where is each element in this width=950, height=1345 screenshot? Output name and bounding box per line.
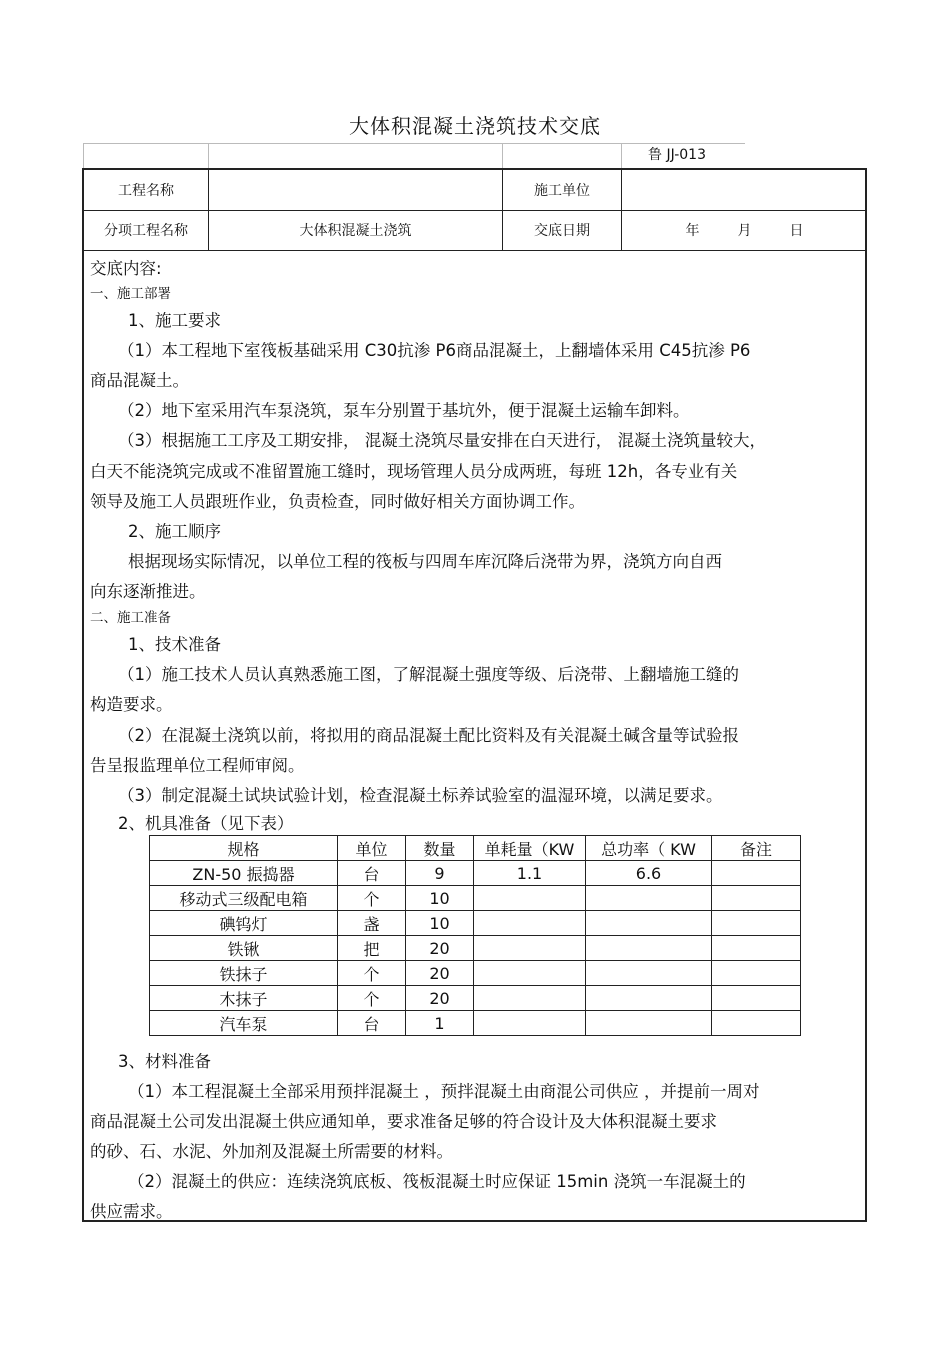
table-row xyxy=(150,911,801,936)
table-cell: 10 xyxy=(406,886,474,911)
equipment-header-row xyxy=(150,836,801,861)
paragraph-line: （2）在混凝土浇筑以前，将拟用的商品混凝土配比资料及有关混凝土碱含量等试验报 xyxy=(118,726,739,745)
table-cell: 碘钨灯 xyxy=(150,911,338,936)
paragraph-line: 的砂、石、水泥、外加剂及混凝土所需要的材料。 xyxy=(90,1142,453,1161)
equipment-col-total-power: 总功率（ KW xyxy=(586,836,712,861)
table-row xyxy=(150,936,801,961)
table-cell: 10 xyxy=(406,911,474,936)
sub-project-label: 分项工程名称 xyxy=(104,223,188,239)
paragraph-line: （3）制定混凝土试块试验计划，检查混凝土标养试验室的温湿环境，以满足要求。 xyxy=(118,786,723,805)
equipment-col-spec: 规格 xyxy=(150,836,338,861)
paragraph-line: 商品混凝土。 xyxy=(90,371,189,390)
table-cell: 汽车泵 xyxy=(150,1011,338,1036)
pre-row-divider xyxy=(621,144,622,168)
table-cell xyxy=(712,986,801,1011)
table-cell: 20 xyxy=(406,986,474,1011)
table-cell xyxy=(474,1011,586,1036)
subsection-heading: 2、机具准备（见下表） xyxy=(118,814,294,833)
paragraph-line: （1）本工程地下室筏板基础采用 C30抗渗 P6商品混凝土，上翻墙体采用 C45抗渗 P6 xyxy=(118,341,751,360)
paragraph-line: 领导及施工人员跟班作业，负责检查，同时做好相关方面协调工作。 xyxy=(90,492,585,511)
content-heading: 交底内容: xyxy=(90,259,162,278)
table-cell: 铁锹 xyxy=(150,936,338,961)
pre-row-divider xyxy=(208,144,209,168)
table-cell xyxy=(712,961,801,986)
construction-unit-label: 施工单位 xyxy=(534,183,590,199)
table-row xyxy=(150,861,801,886)
section-heading: 一、施工部署 xyxy=(90,286,171,302)
date-day: 日 xyxy=(789,223,804,239)
equipment-col-remarks: 备注 xyxy=(712,836,801,861)
sub-project-value: 大体积混凝土浇筑 xyxy=(299,223,412,239)
table-row xyxy=(150,961,801,986)
equipment-col-unit-power: 单耗量（KW xyxy=(474,836,586,861)
table-cell: 20 xyxy=(406,936,474,961)
table-cell xyxy=(586,911,712,936)
table-cell: 台 xyxy=(338,1011,406,1036)
date-label: 交底日期 xyxy=(534,223,590,239)
section-heading: 二、施工准备 xyxy=(90,610,171,626)
table-cell: 6.6 xyxy=(586,861,712,886)
table-cell: 台 xyxy=(338,861,406,886)
table-cell xyxy=(586,936,712,961)
table-cell xyxy=(586,886,712,911)
table-cell: 9 xyxy=(406,861,474,886)
paragraph-line: 根据现场实际情况，以单位工程的筏板与四周车库沉降后浇带为界，浇筑方向自西 xyxy=(128,552,722,571)
paragraph-line: （3）根据施工工序及工期安排， 混凝土浇筑尽量安排在白天进行， 混凝土浇筑量较大， xyxy=(118,431,766,450)
pre-row-divider xyxy=(502,144,503,168)
pre-row-divider xyxy=(83,144,84,168)
table-cell xyxy=(586,1011,712,1036)
pre-header-row xyxy=(83,143,745,168)
paragraph-line: （2）混凝土的供应：连续浇筑底板、筏板混凝土时应保证 15min 浇筑一车混凝土的 xyxy=(128,1172,746,1191)
table-cell xyxy=(712,861,801,886)
equipment-col-qty: 数量 xyxy=(406,836,474,861)
project-name-label: 工程名称 xyxy=(118,183,174,199)
subsection-heading: 1、技术准备 xyxy=(128,635,221,654)
table-cell xyxy=(712,936,801,961)
document-code: 鲁 JJ-013 xyxy=(648,147,706,163)
table-cell: 木抹子 xyxy=(150,986,338,1011)
table-cell xyxy=(474,986,586,1011)
paragraph-line: 商品混凝土公司发出混凝土供应通知单，要求准备足够的符合设计及大体积混凝土要求 xyxy=(90,1112,717,1131)
date-value[interactable] xyxy=(622,210,867,250)
subsection-heading: 2、施工顺序 xyxy=(128,522,221,541)
paragraph-line: （2）地下室采用汽车泵浇筑，泵车分别置于基坑外，便于混凝土运输车卸料。 xyxy=(118,401,690,420)
table-cell: ZN-50 振捣器 xyxy=(150,861,338,886)
table-cell: 把 xyxy=(338,936,406,961)
table-cell: 1.1 xyxy=(474,861,586,886)
table-cell: 个 xyxy=(338,961,406,986)
table-cell xyxy=(474,936,586,961)
date-year: 年 xyxy=(685,223,700,239)
paragraph-line: （1）本工程混凝土全部采用预拌混凝土 ，预拌混凝土由商混公司供应 ，并提前一周对 xyxy=(128,1082,760,1101)
header-row-divider xyxy=(84,250,865,251)
table-cell xyxy=(474,911,586,936)
table-cell xyxy=(712,1011,801,1036)
table-cell: 个 xyxy=(338,986,406,1011)
document-title: 大体积混凝土浇筑技术交底 xyxy=(349,114,601,138)
table-cell: 铁抹子 xyxy=(150,961,338,986)
subsection-heading: 3、材料准备 xyxy=(118,1052,211,1071)
paragraph-line: 告呈报监理单位工程师审阅。 xyxy=(90,756,305,775)
table-cell: 移动式三级配电箱 xyxy=(150,886,338,911)
paragraph-line: 向东逐渐推进。 xyxy=(90,582,206,601)
table-row xyxy=(150,986,801,1011)
table-cell xyxy=(586,961,712,986)
date-month: 月 xyxy=(737,223,752,239)
table-cell xyxy=(712,886,801,911)
table-cell: 20 xyxy=(406,961,474,986)
table-cell: 个 xyxy=(338,886,406,911)
paragraph-line: 供应需求。 xyxy=(90,1202,173,1221)
table-cell xyxy=(474,961,586,986)
equipment-table xyxy=(149,835,801,1036)
table-cell xyxy=(474,886,586,911)
paragraph-line: （1）施工技术人员认真熟悉施工图，了解混凝土强度等级、后浇带、上翻墙施工缝的 xyxy=(118,665,739,684)
table-cell: 1 xyxy=(406,1011,474,1036)
paragraph-line: 白天不能浇筑完成或不准留置施工缝时，现场管理人员分成两班，每班 12h，各专业有关 xyxy=(90,462,738,481)
project-name-value[interactable] xyxy=(209,170,502,210)
table-cell: 盏 xyxy=(338,911,406,936)
construction-unit-value[interactable] xyxy=(622,170,867,210)
subsection-heading: 1、施工要求 xyxy=(128,311,221,330)
table-cell xyxy=(712,911,801,936)
paragraph-line: 构造要求。 xyxy=(90,695,173,714)
table-row xyxy=(150,886,801,911)
equipment-col-unit: 单位 xyxy=(338,836,406,861)
table-cell xyxy=(586,986,712,1011)
table-row xyxy=(150,1011,801,1036)
